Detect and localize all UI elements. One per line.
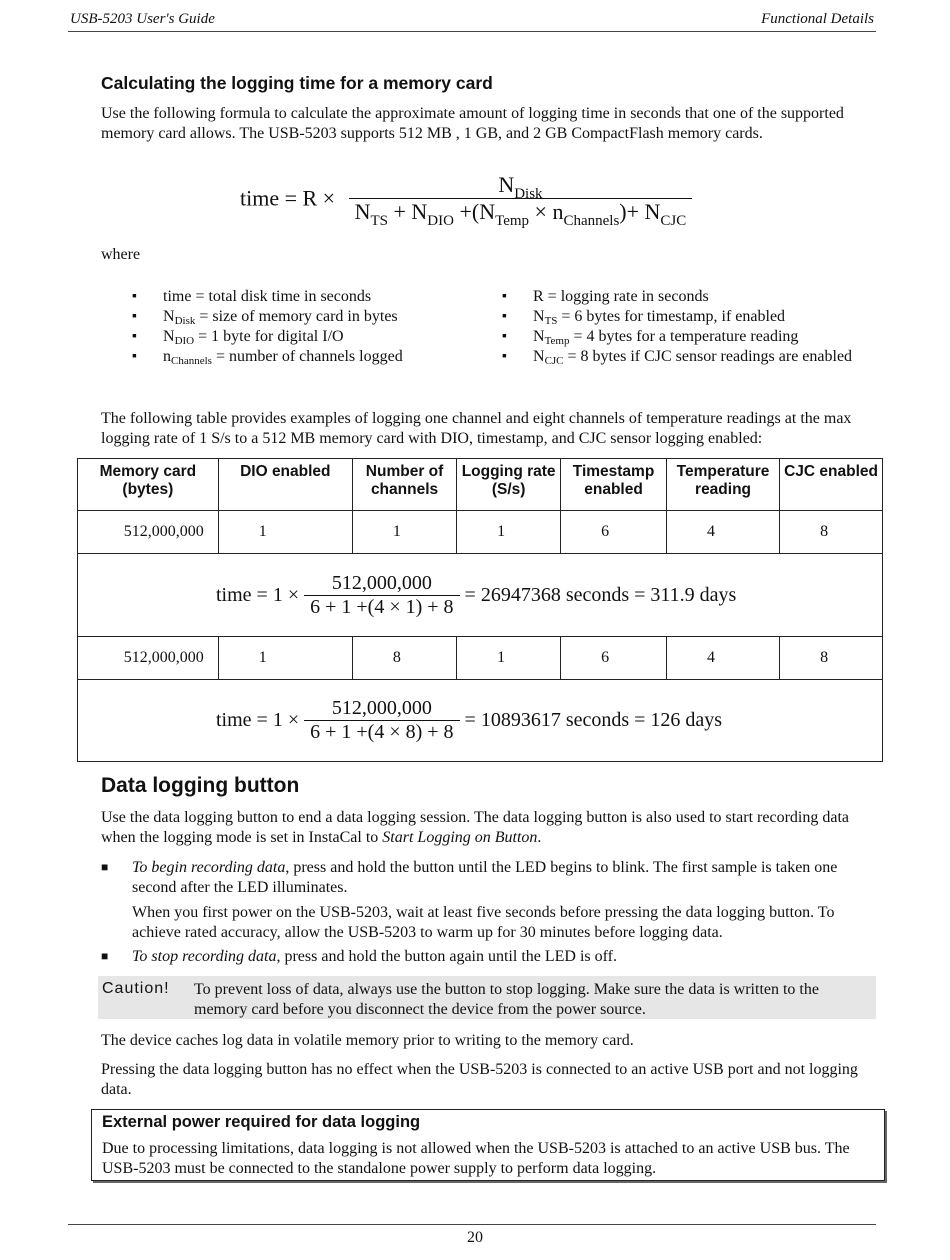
table-cell: 1	[218, 511, 352, 554]
table-cell: 6	[561, 637, 667, 680]
calc-denominator: 6 + 1 +(4 × 1) + 8	[304, 595, 459, 619]
calc-lhs: time = 1 ×	[216, 709, 300, 731]
table-calc-row	[78, 680, 883, 762]
variable-list-left	[163, 287, 483, 367]
table-row	[78, 637, 883, 680]
calc-fraction	[304, 572, 459, 619]
note-text: Due to processing limitations, data logging is not allowed when the USB-5203 is attached to an active USB bus. The USB-5203 must be connected to the standalone power supply to perform data logging.	[102, 1140, 850, 1177]
table-cell: 1	[457, 637, 561, 680]
table-row	[78, 511, 883, 554]
logging-time-intro: Use the following formula to calculate the approximate amount of logging time in seconds that one of the supported memory card allows. The USB-5203 supports 512 MB , 1 GB, and 2 GB CompactFlash memory cards.	[101, 105, 844, 142]
list-item: ▪ $N_{TS} = 6$ bytes for timestamp, if enabled	[533, 307, 853, 327]
section-heading-data-logging-button: Data logging button	[101, 774, 300, 797]
note-title: External power required for data logging	[102, 1113, 421, 1131]
logging-time-formula	[240, 172, 692, 229]
button-effect-paragraph: Pressing the data logging button has no effect when the USB-5203 is connected to an active USB port and not logging data.	[101, 1061, 858, 1098]
running-header-title: USB-5203 User's Guide	[70, 11, 215, 27]
table-cell: 1	[352, 511, 456, 554]
table-cell: 512,000,000	[78, 511, 219, 554]
column-header: Temperature reading	[666, 459, 779, 511]
calc-result: = 26947368 seconds = 311.9 days	[464, 583, 737, 606]
data-logging-intro: Use the data logging button to end a data logging session. The data logging button is also used to start recording data when the logging mode is set in InstaCal to Start Logging on Button.	[101, 809, 850, 846]
caution-box	[98, 976, 876, 1019]
running-header-section: Functional Details	[761, 11, 874, 27]
cache-paragraph: The device caches log data in volatile memory prior to writing to the memory card.	[101, 1032, 634, 1049]
list-item: ▪ $N_{Temp} = 4$ bytes for a temperature reading	[533, 327, 853, 347]
column-header: Timestamp enabled	[561, 459, 667, 511]
table-cell: 8	[352, 637, 456, 680]
list-item: ▪ time = total disk time in seconds	[163, 287, 483, 307]
formula-denominator: $N_{TS} + N_{DIO} +(N_{Temp} \times n_{Channels})+ N_{CJC}$	[349, 198, 693, 225]
list-item: ▪ $N_{Disk}$ = size of memory card in bytes	[163, 307, 483, 327]
logging-examples-table	[77, 458, 883, 762]
table-cell: 1	[457, 511, 561, 554]
calc-cell	[78, 554, 883, 637]
calc-fraction	[304, 697, 459, 744]
begin-recording-step: To begin recording data, press and hold the button until the LED begins to blink. The first sample is taken one second after the LED illuminates.	[132, 859, 838, 896]
page-number: 20	[467, 1229, 483, 1246]
footer-divider	[68, 1224, 876, 1225]
bullet-icon: ■	[101, 949, 109, 963]
column-header: CJC enabled	[780, 459, 883, 511]
table-cell: 6	[561, 511, 667, 554]
table-intro: The following table provides examples of logging one channel and eight channels of temperature readings at the max logging rate of 1 S/s to a 512 MB memory card with DIO, timestamp, and CJC sensor logging enabled:	[101, 410, 852, 447]
table-cell: 8	[780, 637, 883, 680]
list-item: ▪ $N_{CJC} = 8$ bytes if CJC sensor readings are enabled	[533, 347, 853, 367]
column-header: Memory card (bytes)	[78, 459, 219, 511]
table-cell: 1	[218, 637, 352, 680]
caution-text: To prevent loss of data, always use the button to stop logging. Make sure the data is written to the memory card before you disconnect the device from the power source.	[194, 981, 819, 1018]
column-header: Number of channels	[352, 459, 456, 511]
stop-recording-step: To stop recording data, press and hold the button again until the LED is off.	[132, 948, 618, 965]
external-power-note	[91, 1109, 885, 1181]
table-cell: 4	[666, 511, 779, 554]
list-item: ▪ $n_{Channels}$ = number of channels logged	[163, 347, 483, 367]
calc-numerator: 512,000,000	[331, 697, 432, 719]
formula-numerator: $N_{Disk}$	[498, 172, 543, 202]
formula-lhs: time = R ×	[240, 185, 336, 211]
calc-result: = 10893617 seconds = 126 days	[464, 709, 723, 731]
caution-label: Caution!	[102, 980, 170, 997]
warm-up-note: When you first power on the USB-5203, wait at least five seconds before pressing the data logging button. To achieve rated accuracy, allow the USB-5203 to warm up for 30 minutes before logging data.	[132, 904, 835, 941]
column-header: Logging rate (S/s)	[457, 459, 561, 511]
calc-denominator: 6 + 1 +(4 × 8) + 8	[304, 720, 459, 744]
variable-list-right	[533, 287, 853, 367]
list-item: ▪ $N_{DIO} = 1$ byte for digital I/O	[163, 327, 483, 347]
section-heading-logging-time: Calculating the logging time for a memory card	[101, 73, 493, 93]
table-cell: 512,000,000	[78, 637, 219, 680]
formula-fraction	[349, 172, 693, 229]
column-header: DIO enabled	[218, 459, 352, 511]
table-cell: 4	[666, 637, 779, 680]
header-divider	[68, 31, 876, 32]
bullet-icon: ■	[101, 860, 109, 874]
calc-numerator: 512,000,000	[331, 571, 432, 594]
table-calc-row	[78, 554, 883, 637]
table-cell: 8	[780, 511, 883, 554]
list-item: ▪ R = logging rate in seconds	[533, 287, 853, 307]
calc-lhs: time = 1 ×	[216, 583, 300, 606]
table-header-row	[78, 459, 883, 511]
where-label: where	[101, 246, 141, 263]
calc-cell	[78, 680, 883, 762]
